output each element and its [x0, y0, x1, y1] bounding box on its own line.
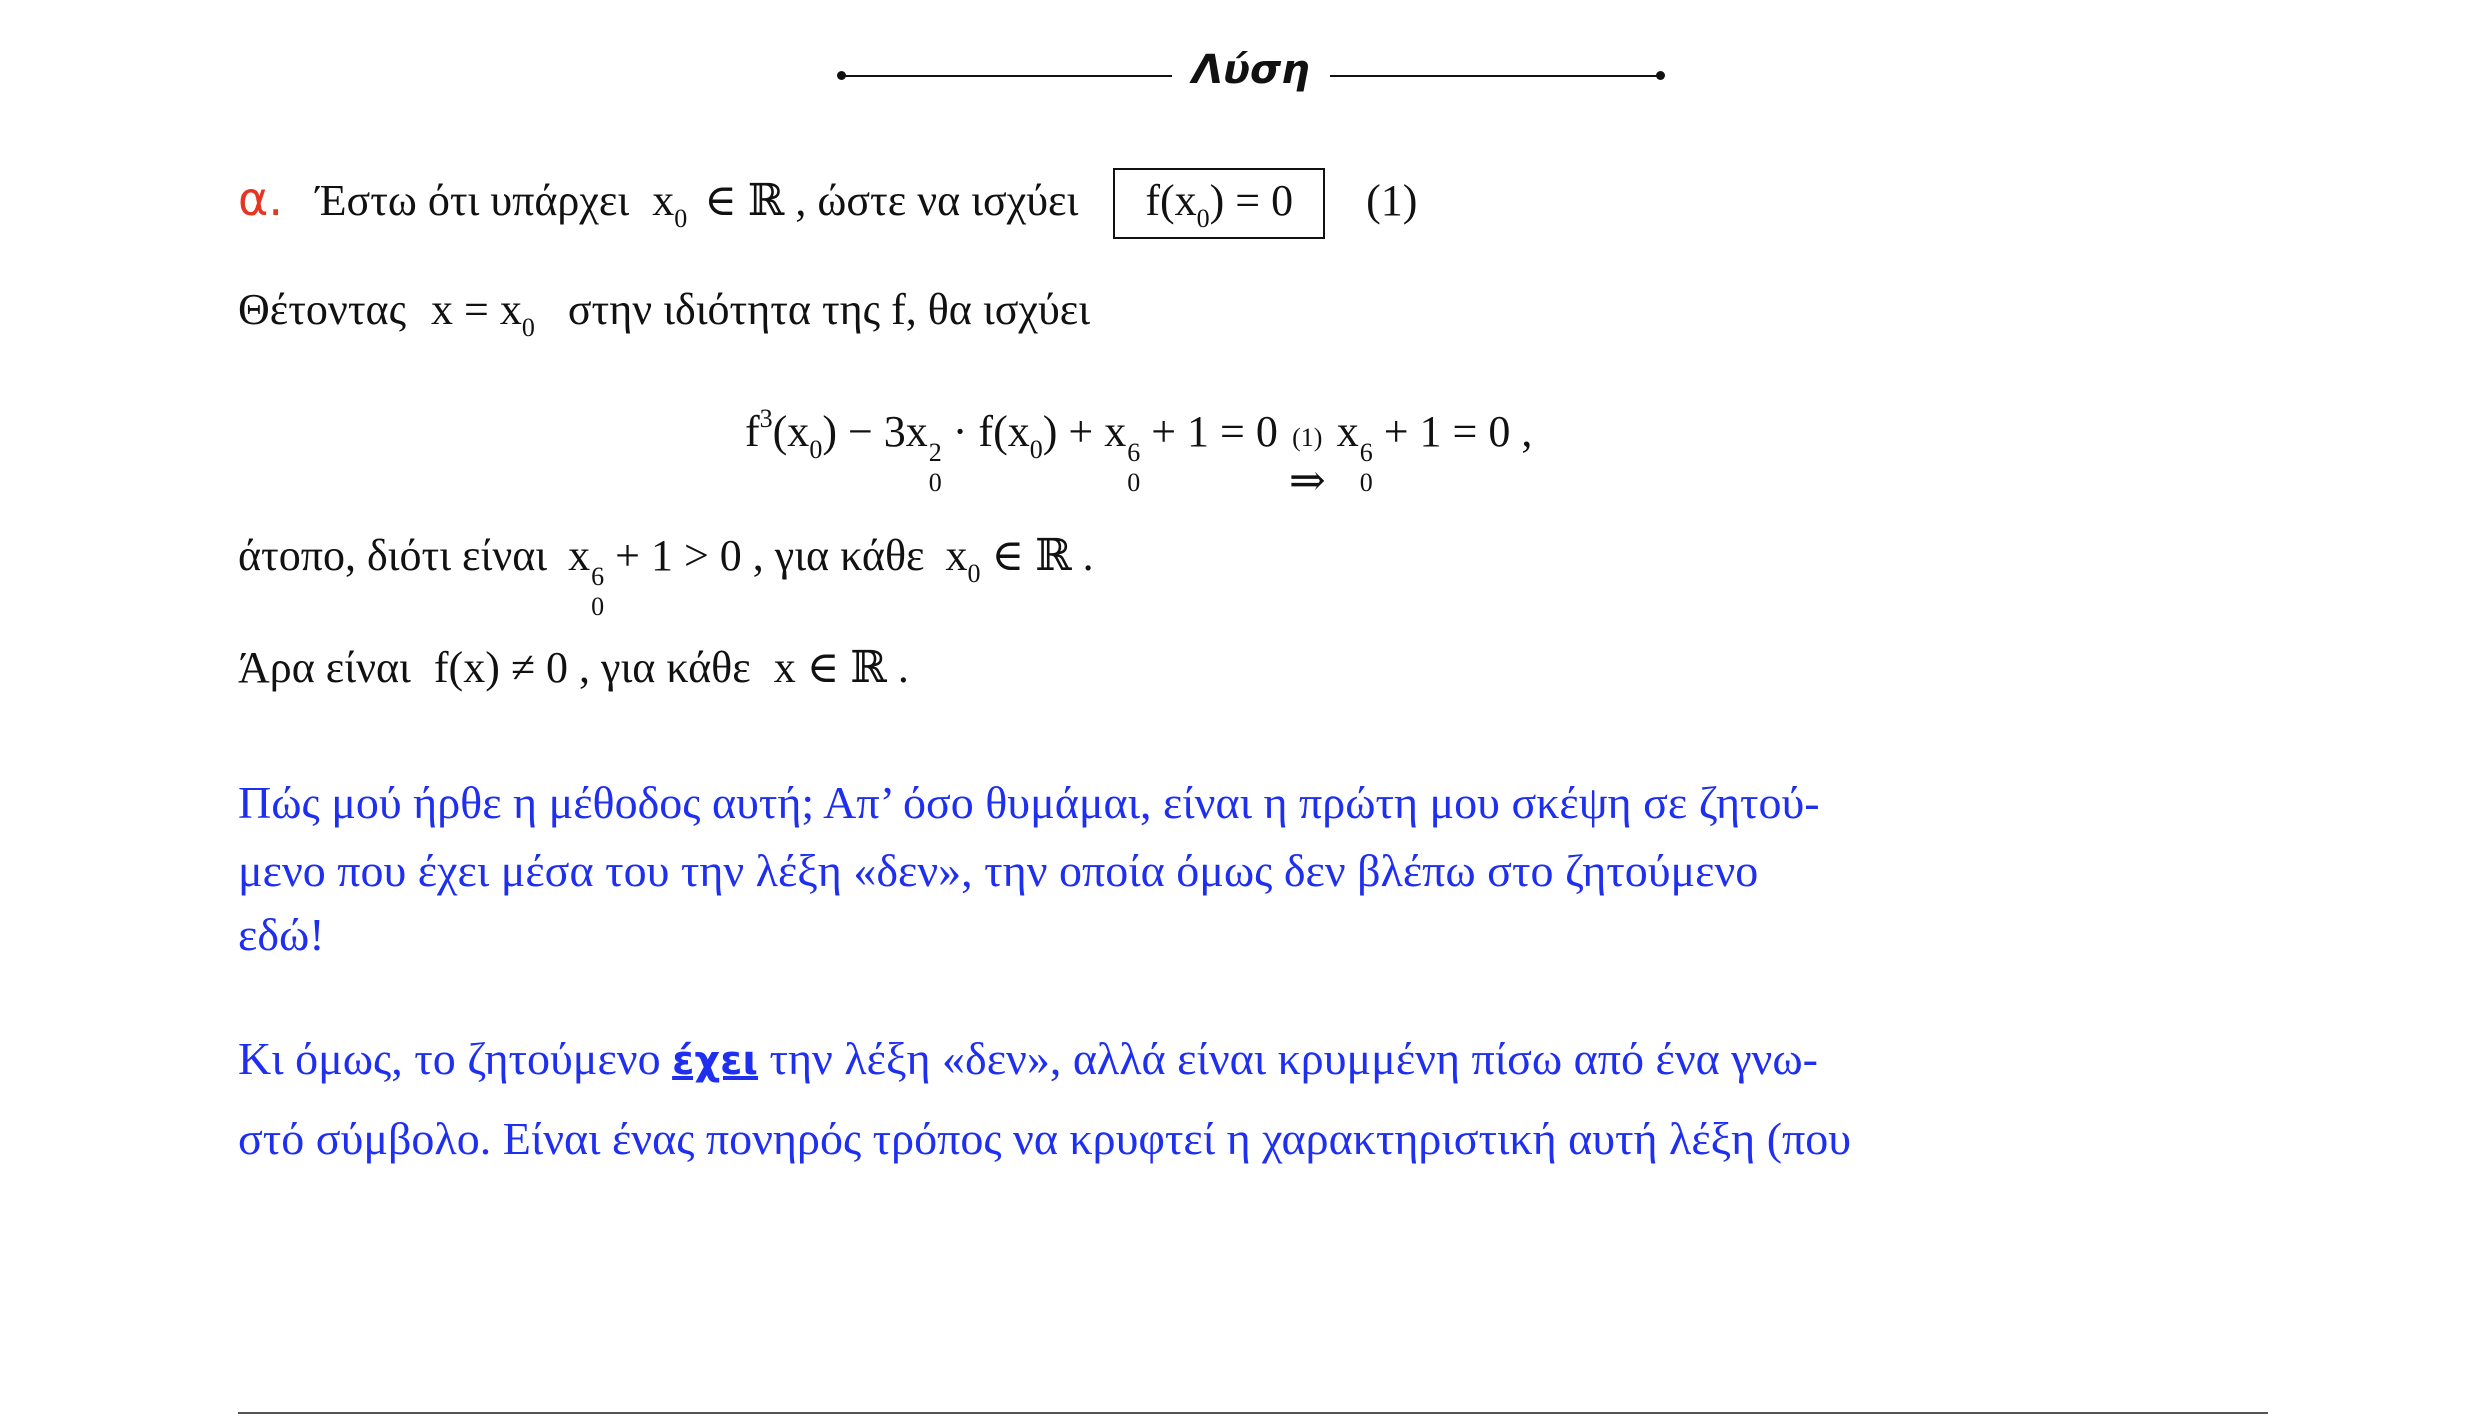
emphasized-word: έχει	[672, 1038, 759, 1084]
rule-right-line	[1330, 75, 1660, 77]
commentary-line: Πώς μού ήρθε η μέθοδος αυτή; Απ’ όσο θυμάμαι, είναι η πρώτη μου σκέψη σε ζητού-	[238, 777, 1820, 828]
solution-line-2	[238, 285, 1091, 342]
solution-line-3: άτοπο, διότι είναι x 6 0 + 1 > 0 , για κάθε $x_0$ ∈ ℝ .	[238, 531, 1094, 622]
line2-substitution: $x = x_0$	[431, 285, 535, 342]
part-label: α.	[238, 172, 283, 226]
line2-text: Θέτοντας	[238, 285, 406, 334]
boxed-equation: $f(x_0) = 0$	[1113, 168, 1325, 239]
footer-rule	[238, 1412, 2268, 1414]
line1-text: Έστω ότι υπάρχει	[315, 176, 630, 225]
line1-in-real: ∈ ℝ , ώστε να ισχύει	[704, 176, 1079, 225]
rule-left-line	[842, 75, 1172, 77]
display-equation: $f^3(x_0) - 3x$ 2 0 · $f(x_0) + x$ 6 0 + 1 = 0 (1) ⇒ x 6 0 + 1 = 0 ,	[745, 404, 1533, 505]
implies-arrow: (1) ⇒	[1288, 423, 1326, 505]
line2-text-2: στην ιδιότητα της f, θα ισχύει	[567, 285, 1091, 334]
commentary-line: εδώ!	[238, 909, 325, 960]
solution-line-4: Άρα είναι f(x) ≠ 0 , για κάθε x ∈ ℝ .	[238, 643, 909, 692]
section-title: Λύση	[1192, 47, 1310, 93]
commentary-paragraph-2: Κι όμως, το ζητούμενο έχει την λέξη «δεν», αλλά είναι κρυμμένη πίσω από ένα γνω- στό σύμβολο. Είναι ένας πονηρός τρόπος να κρυφτεί η χαρακτηριστική αυτή λέξη (που	[238, 1033, 1852, 1164]
commentary-line: μενο που έχει μέσα του την λέξη «δεν», την οποία όμως δεν βλέπω στο ζητούμενο	[238, 845, 1759, 896]
solution-line-1	[238, 172, 1418, 233]
line1-var: $x_0$	[652, 176, 688, 233]
rule-right-dot	[1656, 71, 1665, 80]
commentary-paragraph-1	[238, 777, 1820, 960]
equation-tag: (1)	[1366, 176, 1418, 225]
